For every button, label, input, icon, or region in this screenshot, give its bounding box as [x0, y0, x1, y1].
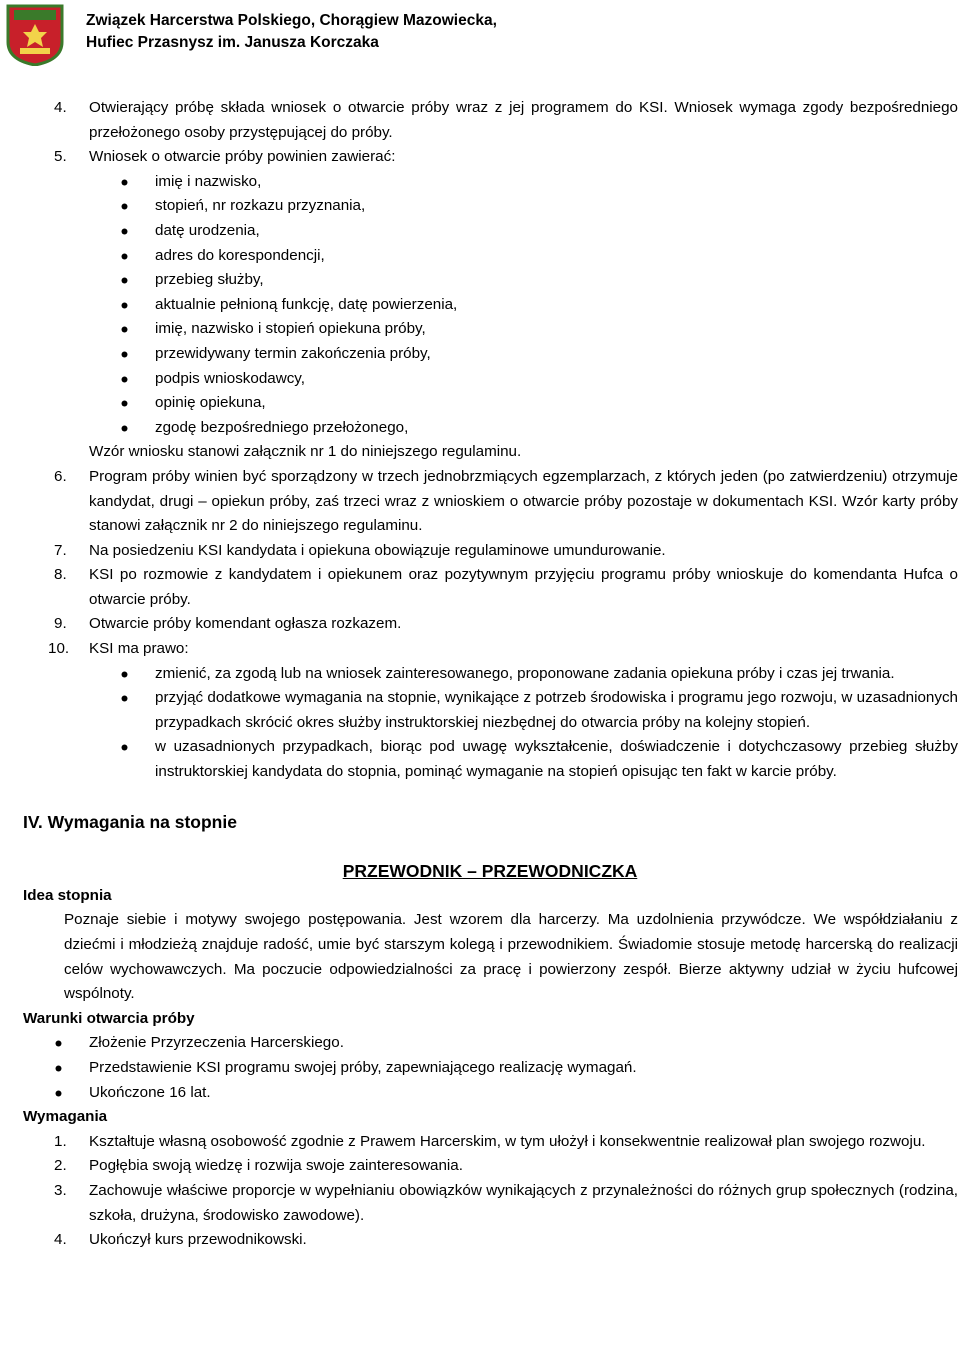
item-number: 5. — [54, 148, 67, 166]
item-number: 7. — [54, 541, 67, 559]
rank-title: PRZEWODNIK – PRZEWODNICZKA — [342, 861, 638, 882]
conditions-heading: Warunki otwarcia próby — [23, 1009, 195, 1027]
bullet-icon — [121, 342, 128, 358]
org-line-1: Związek Harcerstwa Polskiego, Chorągiew Mazowiecka, — [86, 12, 497, 29]
bullet-icon — [55, 1031, 62, 1047]
bullet-icon — [121, 686, 128, 702]
organization-name — [86, 10, 497, 54]
bullet-item — [89, 1056, 960, 1081]
bullet-icon — [121, 170, 128, 186]
bullet-icon — [121, 268, 128, 284]
bullet-icon — [55, 1081, 62, 1097]
bullet-icon — [121, 391, 128, 407]
bullet-icon — [121, 244, 128, 260]
list-item-10 — [0, 637, 960, 662]
item-text: Program próby winien być sporządzony w trzech jednobrzmiących egzemplarzach, z których jeden (po zatwierdzeniu) otrzymuje kandydat, drugi – opiekun próby, zaś trzeci wraz z wnioskiem o otwarcie próby pozostaje w dokumentach KSI. Wzór karty próby stanowi załącznik nr 2 do niniejszego regulaminu. — [89, 467, 958, 535]
list-item-4 — [0, 96, 960, 145]
bullet-item — [155, 244, 958, 269]
item-number: 4. — [54, 1231, 67, 1249]
org-line-2: Hufiec Przasnysz im. Janusza Korczaka — [86, 34, 379, 51]
bullet-icon — [55, 1056, 62, 1072]
item-number: 10. — [48, 640, 70, 658]
bullet-icon — [121, 293, 128, 309]
item-text: Kształtuje własną osobowość zgodnie z Prawem Harcerskim, w tym ułożył i konsekwentnie realizował plan swojego rozwoju. — [89, 1132, 926, 1150]
item-text: Ukończył kurs przewodnikowski. — [89, 1231, 307, 1249]
bullet-text: zgodę bezpośredniego przełożonego, — [155, 418, 409, 436]
bullet-text: przewidywany termin zakończenia próby, — [155, 344, 431, 362]
bullet-text: Złożenie Przyrzeczenia Harcerskiego. — [89, 1034, 344, 1052]
bullet-icon — [121, 317, 128, 333]
list-item-6 — [0, 465, 960, 539]
item-number: 9. — [54, 615, 67, 633]
bullet-item — [155, 662, 958, 687]
item-text: Wniosek o otwarcie próby powinien zawierać: — [89, 148, 396, 166]
bullet-item — [155, 194, 958, 219]
requirement-item — [0, 1228, 960, 1253]
list-item-8 — [0, 563, 960, 612]
item-number: 3. — [54, 1181, 67, 1199]
bullet-item — [155, 342, 958, 367]
requirements-list — [0, 1130, 960, 1253]
item-text: Zachowuje właściwe proporcje w wypełnianiu obowiązków wynikających z przynależności do różnych grup społecznych (rodzina, szkoła, drużyna, środowisko zawodowe). — [89, 1181, 958, 1224]
conditions-list — [0, 1031, 960, 1105]
item-text: KSI ma prawo: — [89, 640, 189, 658]
bullet-item — [155, 391, 958, 416]
bullet-text: imię, nazwisko i stopień opiekuna próby, — [155, 320, 426, 338]
bullet-item — [155, 686, 958, 735]
bullet-icon — [121, 735, 128, 751]
bullet-text: w uzasadnionych przypadkach, biorąc pod uwagę wykształcenie, doświadczenie i dotychczasowy przebieg służby instruktorskiej kandydata do stopnia, pominąć wymaganie na stopień opisując ten fakt w karcie próby. — [155, 738, 958, 781]
item-number: 6. — [54, 467, 67, 485]
bullet-text: adres do korespondencji, — [155, 246, 325, 264]
item-number: 4. — [54, 99, 67, 116]
bullet-item — [155, 317, 958, 342]
bullet-text: przebieg służby, — [155, 271, 264, 289]
bullet-item — [155, 170, 958, 195]
requirement-item — [0, 1130, 960, 1155]
idea-text: Poznaje siebie i motywy swojego postępowania. Jest wzorem dla harcerzy. Ma uzdolnienia przywódcze. We współdziałaniu z dziećmi i młodzieżą znajduje radość, umie być starszym kolegą i przewodnikiem. Świadomie stosuje metodę harcerską do realizacji celów wychowawczych. Ma poczucie odpowiedzialności za pracę i powierzony zespół. Bierze aktywny udział w życiu hufcowej wspólnoty. — [64, 911, 958, 1003]
requirements-heading: Wymagania — [23, 1108, 108, 1126]
idea-heading: Idea stopnia — [23, 886, 112, 904]
item-10-bullet-list — [0, 662, 960, 785]
bullet-icon — [121, 194, 128, 210]
bullet-text: podpis wnioskodawcy, — [155, 369, 305, 387]
item-number: 8. — [54, 566, 67, 584]
bullet-item — [155, 219, 958, 244]
page-header — [0, 0, 960, 70]
bullet-text: datę urodzenia, — [155, 221, 260, 239]
bullet-icon — [121, 219, 128, 235]
item-text: KSI po rozmowie z kandydatem i opiekunem oraz pozytywnym przyjęciu programu próby wnioskuje do komendanta Hufca o otwarcie próby. — [89, 566, 958, 608]
item-text: Otwarcie próby komendant ogłasza rozkazem. — [89, 615, 402, 633]
item-text: Pogłębia swoją wiedzę i rozwija swoje zainteresowania. — [89, 1157, 463, 1175]
bullet-item — [155, 735, 958, 784]
list-item-7 — [0, 539, 960, 564]
bullet-icon — [121, 416, 128, 432]
bullet-text: imię i nazwisko, — [155, 172, 262, 190]
bullet-item — [155, 268, 958, 293]
item-number: 1. — [54, 1132, 67, 1150]
bullet-text: przyjąć dodatkowe wymagania na stopnie, wynikające z potrzeb środowiska i programu jego rozwoju, w uzasadnionych przypadkach skrócić okres służby instruktorskiej niezbędnej do otwarcia próby na kolejny stopień. — [155, 689, 958, 731]
section-heading: IV. Wymagania na stopnie — [23, 811, 237, 832]
bullet-text: stopień, nr rozkazu przyznania, — [155, 197, 366, 215]
zhp-hufiec-logo — [6, 4, 64, 66]
bullet-icon — [121, 662, 128, 678]
bullet-item — [155, 367, 958, 392]
bullet-text: zmienić, za zgodą lub na wniosek zainteresowanego, proponowane zadania opiekuna próby i czas jej trwania. — [155, 664, 895, 682]
requirement-item — [0, 1154, 960, 1179]
bullet-text: opinię opiekuna, — [155, 394, 266, 412]
item-5-note: Wzór wniosku stanowi załącznik nr 1 do niniejszego regulaminu. — [89, 443, 522, 461]
bullet-text: Ukończone 16 lat. — [89, 1083, 211, 1101]
item-text: Na posiedzeniu KSI kandydata i opiekuna obowiązuje regulaminowe umundurowanie. — [89, 541, 666, 559]
bullet-item — [89, 1081, 960, 1106]
bullet-item — [155, 416, 958, 441]
list-item-9 — [0, 612, 960, 637]
item-5-bullet-list — [0, 170, 960, 441]
requirement-item — [0, 1179, 960, 1228]
bullet-item — [89, 1031, 960, 1056]
list-item-5 — [0, 145, 960, 170]
bullet-item — [155, 293, 958, 318]
bullet-text: aktualnie pełnioną funkcję, datę powierzenia, — [155, 295, 458, 313]
bullet-text: Przedstawienie KSI programu swojej próby, zapewniającego realizację wymagań. — [89, 1058, 637, 1076]
document-body — [0, 96, 960, 1253]
item-number: 2. — [54, 1157, 67, 1175]
bullet-icon — [121, 367, 128, 383]
item-text: Otwierający próbę składa wniosek o otwarcie próby wraz z jej programem do KSI. Wniosek wymaga zgody bezpośredniego przełożonego osoby przystępującej do próby. — [89, 99, 958, 141]
